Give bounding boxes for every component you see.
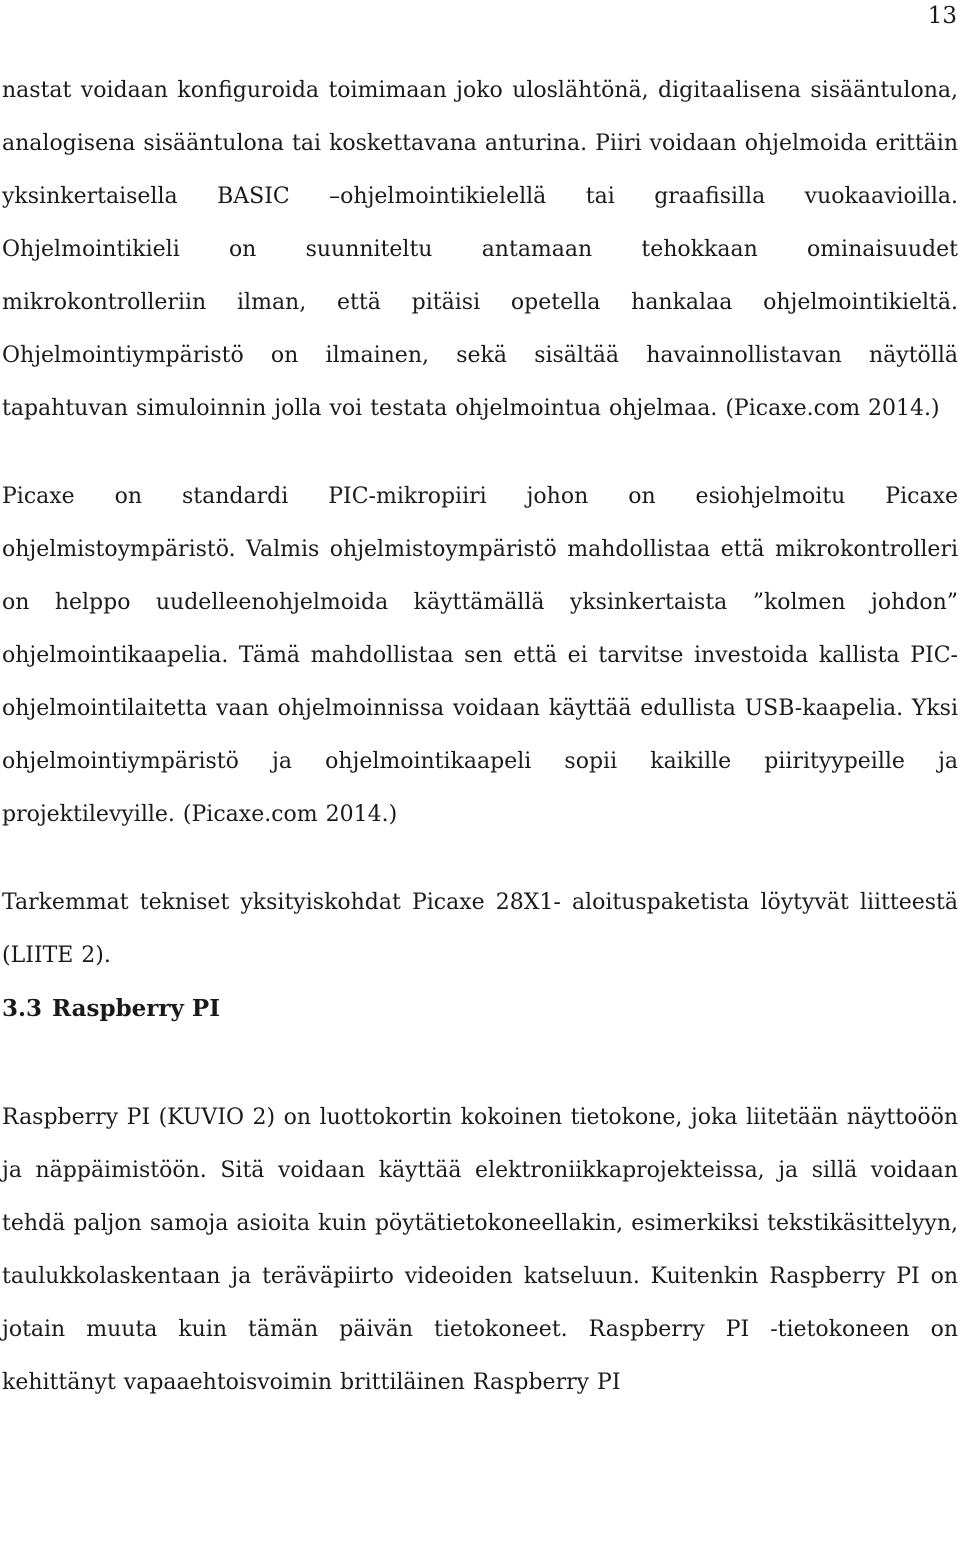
paragraph-picaxe-intro: nastat voidaan konfiguroida toimimaan joko uloslähtönä, digitaalisena sisääntulona, analogisena sisääntulona tai koskettavana anturina. Piiri voidaan ohjelmoida erittäin yksinkertaisella BASIC –ohjelmointikielellä tai graafisilla vuokaavioilla. Ohjelmointikieli on suunniteltu antamaan tehokkaan ominaisuudet mikrokontrolleriin ilman, että pitäisi opetella hankalaa ohjelmointikieltä. Ohjelmointiympäristö on ilmainen, sekä sisältää havainnollistavan näytöllä tapahtuvan simuloinnin jolla voi testata ohjelmointua ohjelmaa. (Picaxe.com 2014.) bbox=[2, 78, 958, 421]
paragraph-raspberry-pi: Raspberry PI (KUVIO 2) on luottokortin kokoinen tietokone, joka liitetään näyttoöön ja näppäimistöön. Sitä voidaan käyttää elektroniikkaprojekteissa, ja sillä voidaan tehdä paljon samoja asioita kuin pöytätietokoneellakin, esimerkiksi tekstikäsittelyyn, taulukkolaskentaan ja teräväpiirto videoiden katseluun. Kuitenkin Raspberry PI on jotain muuta kuin tämän päivän tietokoneet. Raspberry PI -tietokoneen on kehittänyt vapaaehtoisvoimin brittiläinen Raspberry PI bbox=[2, 1105, 958, 1395]
page-number: 13 bbox=[927, 3, 957, 29]
paragraph-picaxe-details: Tarkemmat tekniset yksityiskohdat Picaxe 28X1- aloituspaketista löytyvät liitteestä (LIITE 2). bbox=[2, 890, 958, 968]
section-title: Raspberry PI bbox=[52, 995, 220, 1022]
page-content bbox=[2, 64, 958, 1409]
section-heading bbox=[2, 982, 958, 1035]
section-number: 3.3 bbox=[2, 995, 43, 1022]
paragraph-picaxe-standard: Picaxe on standardi PIC-mikropiiri johon on esiohjelmoitu Picaxe ohjelmistoympäristö. Valmis ohjelmistoympäristö mahdollistaa että mikrokontrolleri on helppo uudelleenohjelmoida käyttämällä yksinkertaista ”kolmen johdon” ohjelmointikaapelia. Tämä mahdollistaa sen että ei tarvitse investoida kallista PIC-ohjelmointilaitetta vaan ohjelmoinnissa voidaan käyttää edullista USB-kaapelia. Yksi ohjelmointiympäristö ja ohjelmointikaapeli sopii kaikille piirityypeille ja projektilevyille. (Picaxe.com 2014.) bbox=[2, 484, 958, 827]
